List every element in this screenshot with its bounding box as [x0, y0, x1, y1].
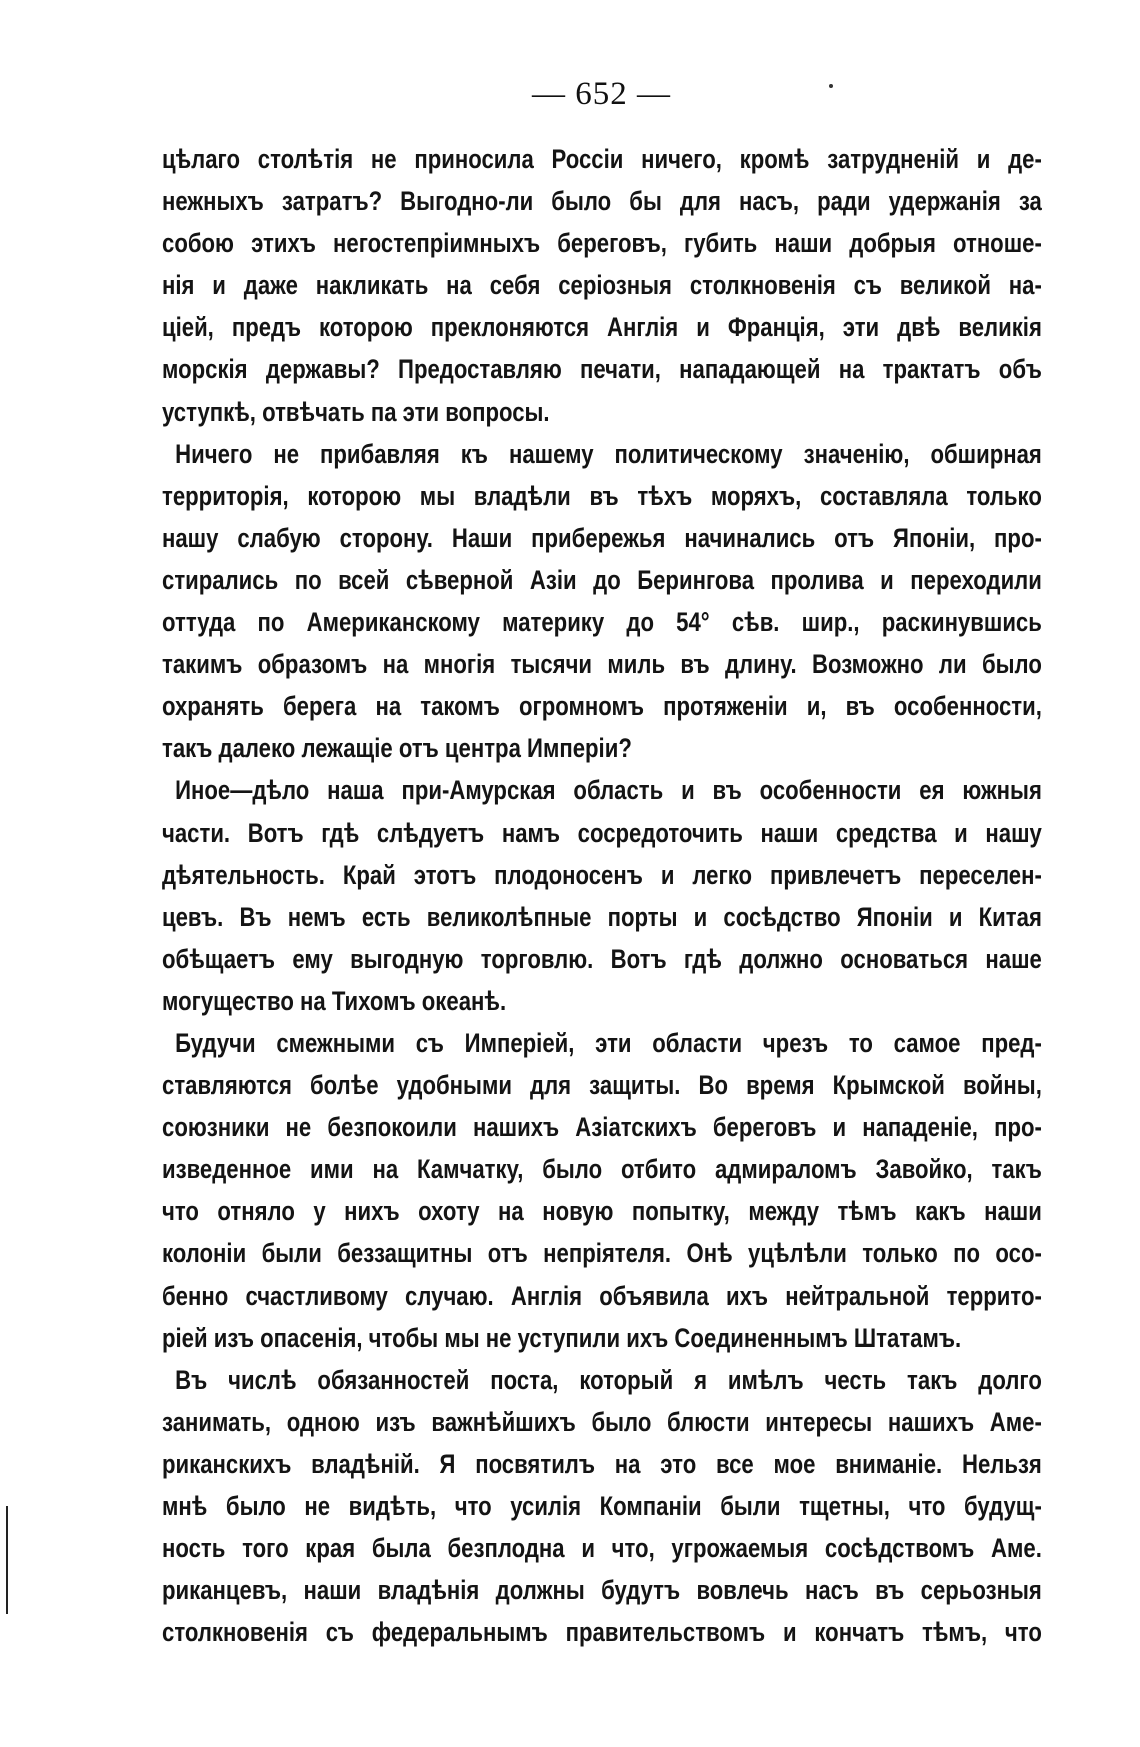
text-line: столкновенія съ федеральнымъ правительствомъ и кончатъ тѣмъ, что — [162, 1617, 1042, 1648]
text-line: ціей, предъ которою преклоняются Англія и Франція, эти двѣ великія — [162, 312, 1042, 343]
page-number: — 652 — — [532, 76, 671, 112]
text-line: стирались по всей сѣверной Азіи до Берингова пролива и переходили — [162, 564, 1042, 595]
text-line: могущество на Тихомъ океанѣ. — [162, 985, 507, 1016]
text-line: колоніи были беззащитны отъ непріятеля. Онѣ уцѣлѣли только по осо- — [162, 1238, 1042, 1269]
text-line: нія и даже накликать на себя серіозныя столкновенія съ великой на- — [162, 270, 1042, 301]
text-line: цѣлаго столѣтія не приносила Россіи ничего, кромѣ затрудненій и де- — [162, 144, 1042, 174]
text-line: уступкѣ, отвѣчать па эти вопросы. — [162, 396, 550, 427]
text-line: что отняло у нихъ охоту на новую попытку, между тѣмъ какъ наши — [162, 1196, 1042, 1227]
text-line: ріей изъ опасенія, чтобы мы не уступили ихъ Соединеннымъ Штатамъ. — [162, 1322, 962, 1353]
text-line: оттуда по Американскому материку до 54° сѣв. шир., раскинувшись — [162, 607, 1042, 638]
text-line: риканцевъ, наши владѣнія должны будутъ вовлечь насъ въ серьозныя — [162, 1575, 1042, 1606]
text-line: собою этихъ негостепріимныхъ береговъ, губить наши добрыя отноше- — [162, 228, 1042, 259]
text-line: ность того края была безплодна и что, угрожаемыя сосѣдствомъ Аме. — [162, 1533, 1042, 1564]
text-line: Ничего не прибавляя къ нашему политическому значенію, обширная — [175, 438, 1042, 469]
ink-speck — [829, 84, 833, 88]
text-line: занимать, одною изъ важнѣйшихъ было блюсти интересы нашихъ Аме- — [162, 1406, 1042, 1437]
text-line: ставляются болѣе удобными для защиты. Во время Крымской войны, — [162, 1070, 1042, 1101]
text-line: союзники не безпокоили нашихъ Азіатскихъ береговъ и нападеніе, про- — [162, 1112, 1042, 1143]
text-line: нежныхъ затратъ? Выгодно-ли было бы для насъ, ради удержанія за — [162, 186, 1042, 217]
text-line: части. Вотъ гдѣ слѣдуетъ намъ сосредоточить наши средства и нашу — [162, 817, 1042, 848]
text-line: Иное—дѣло наша при-Амурская область и въ особенности ея южныя — [175, 775, 1042, 806]
text-line: бенно счастливому случаю. Англія объявила ихъ нейтральной террито- — [162, 1280, 1042, 1311]
text-line: мнѣ было не видѣть, что усилія Компаніи были тщетны, что будущ- — [162, 1491, 1042, 1521]
text-line: цевъ. Въ немъ есть великолѣпные порты и сосѣдство Японіи и Китая — [162, 901, 1042, 932]
text-line: обѣщаетъ ему выгодную торговлю. Вотъ гдѣ должно основаться наше — [162, 943, 1042, 974]
text-line: Будучи смежными съ Имперіей, эти области чрезъ то самое пред- — [175, 1027, 1042, 1058]
text-line: морскія державы? Предоставляю печати, нападающей на трактатъ объ — [162, 354, 1042, 385]
body-text — [162, 138, 1042, 1653]
text-line: изведенное ими на Камчатку, было отбито адмираломъ Завойко, такъ — [162, 1154, 1042, 1185]
text-line: Въ числѣ обязанностей поста, который я имѣлъ честь такъ долго — [175, 1364, 1042, 1395]
text-line: территорія, которою мы владѣли въ тѣхъ моряхъ, составляла только — [162, 480, 1042, 511]
text-line: такимъ образомъ на многія тысячи миль въ длину. Возможно ли было — [162, 649, 1042, 680]
text-line: нашу слабую сторону. Наши прибережья начинались отъ Японіи, про- — [162, 522, 1042, 553]
text-line: риканскихъ владѣній. Я посвятилъ на это все мое вниманіе. Нельзя — [162, 1448, 1042, 1479]
page-edge-mark — [6, 1506, 8, 1614]
text-line: охранять берега на такомъ огромномъ протяженіи и, въ особенности, — [162, 691, 1042, 722]
text-line: такъ далеко лежащіе отъ центра Имперіи? — [162, 733, 632, 764]
text-line: дѣятельность. Край этотъ плодоносенъ и легко привлечетъ переселен- — [162, 859, 1042, 890]
